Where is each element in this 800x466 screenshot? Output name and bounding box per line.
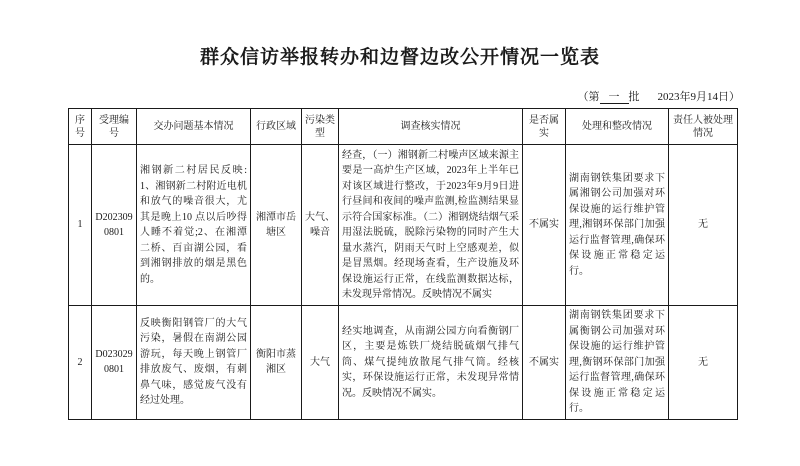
header-seq: 序号 [69,109,92,145]
cell-case-no: D0230290801 [92,306,137,420]
cell-investigation: 经实地调查，从南湖公园方向看衡钢厂区，主要是炼铁厂烧结脱硫烟气排气筒、煤气提纯放散尾气排气筒。经核实，环保设施运行正常，未发现异常情况。反映情况不属实。 [339,306,523,420]
cell-verified: 不属实 [523,306,566,420]
cell-responsible: 无 [669,145,738,306]
publish-date: 2023年9月14日） [657,91,740,103]
cell-issue: 湘钢新二村居民反映:1、湘钢新二村附近电机和放气的噪音很大，尤其是晚上10 点以后吵得人睡不着觉;2、在湘潭二桥、百亩湖公园，看到湘钢排放的烟是黑色的。 [137,145,251,306]
header-region: 行政区域 [251,109,302,145]
table-header-row [69,109,738,145]
header-case-no: 受理编号 [92,109,137,145]
header-responsible: 责任人被处理情况 [669,109,738,145]
header-pollution-type: 污染类型 [302,109,339,145]
disclosure-table [68,108,738,420]
batch-open: （第 [577,91,600,103]
cell-pollution-type: 大气 [302,306,339,420]
batch-number: 一 [600,91,629,104]
cell-handling: 湖南钢铁集团要求下属湘钢公司加强对环保设施的运行维护管理,湘钢环保部门加强运行监督管理,确保环保设施正常稳定运行。 [566,145,669,306]
cell-responsible: 无 [669,306,738,420]
table-row [69,145,738,306]
header-verified: 是否属实 [523,109,566,145]
cell-issue: 反映衡阳钢管厂的大气污染，暑假在南湖公园游玩，每天晚上钢管厂排放废气、废烟，有刺鼻气味，感觉废气没有经过处理。 [137,306,251,420]
table-row [69,306,738,420]
cell-region: 衡阳市蒸湘区 [251,306,302,420]
page-title: 群众信访举报转办和边督边改公开情况一览表 [199,47,600,68]
cell-handling: 湖南钢铁集团要求下属衡钢公司加强对环保设施的运行维护管理,衡钢环保部门加强运行监督管理,确保环保设施正常稳定运行。 [566,306,669,420]
header-handling: 处理和整改情况 [566,109,669,145]
header-issue: 交办问题基本情况 [137,109,251,145]
cell-pollution-type: 大气、噪音 [302,145,339,306]
batch-date-line [578,88,741,104]
batch-mid: 批 [628,91,640,103]
cell-seq: 1 [69,145,92,306]
cell-investigation: 经查，（一）湘钢新二村噪声区域来源主要是一高炉生产区域，2023年上半年已对该区域进行整改，于2023年9月9日进行昼间和夜间的噪声监测,检监测结果显示符合国家标准。（二）湘钢烧结烟气采用湿法脱硫，脱除污染物的同时产生大量水蒸汽，阴雨天气时上空感观差，似是冒黑烟。经现场查看，生产设施及环保设施运行正常，在线监测数据达标，未发现异常情况。反映情况不属实 [339,145,523,306]
header-investigation: 调查核实情况 [339,109,523,145]
cell-verified: 不属实 [523,145,566,306]
cell-seq: 2 [69,306,92,420]
cell-region: 湘潭市岳塘区 [251,145,302,306]
cell-case-no: D2023090801 [92,145,137,306]
